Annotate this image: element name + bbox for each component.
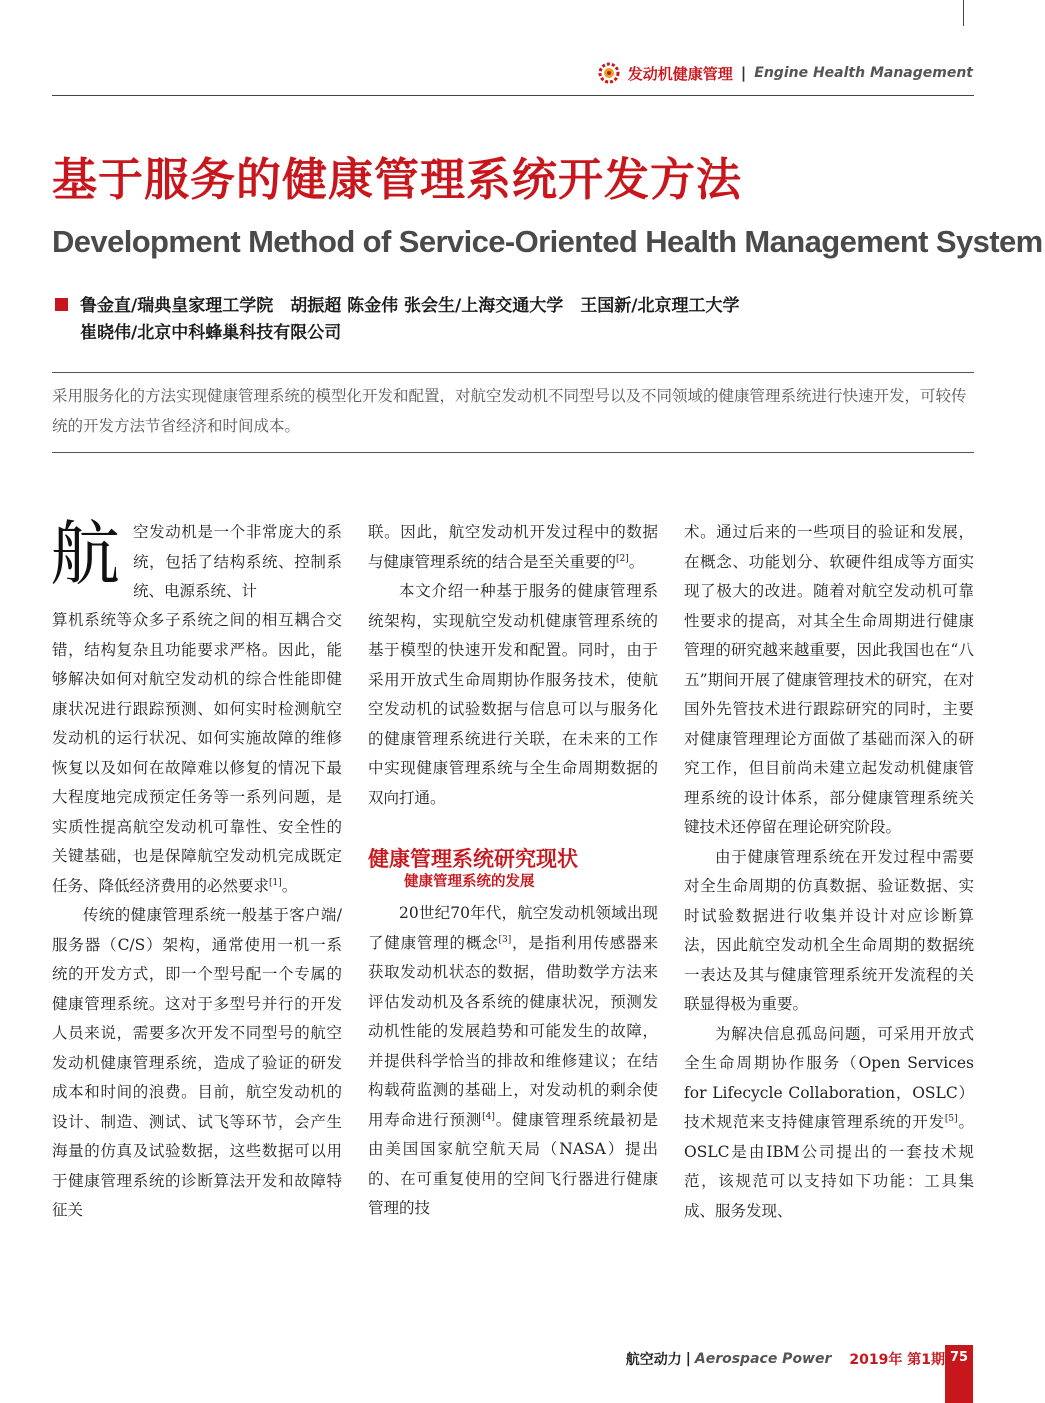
journal-name-cn: 航空动力 (625, 1352, 682, 1368)
subsection-heading: 健康管理系统的发展 (404, 874, 535, 890)
section-separator: | (740, 64, 747, 82)
section-heading: 健康管理系统研究现状 (368, 847, 578, 871)
drop-cap: 航 (50, 513, 120, 595)
paragraph: 联。因此，航空发动机开发过程中的数据与健康管理系统的结合是至关重要的[2]。 (368, 523, 658, 571)
abstract-rule-top (52, 372, 974, 373)
journal-name-en: Aerospace Power (694, 1351, 832, 1367)
column-1-lead: 空发动机是一个非常庞大的系统，包括了结构系统、控制系统、电源系统、计 (133, 523, 342, 600)
header-rule (52, 95, 974, 96)
abstract: 采用服务化的方法实现健康管理系统的模型化开发和配置，对航空发动机不同型号以及不同领域的健康管理系统进行快速开发，可较传统的开发方法节省经济和时间成本。 (52, 387, 967, 435)
column-1 (52, 606, 342, 1226)
header-top-rule (963, 0, 964, 26)
paragraph: 由于健康管理系统在开发过程中需要对全生命周期的仿真数据、验证数据、实时试验数据进行收集并设计对应诊断算法，因此航空发动机全生命周期的数据统一表达及其与健康管理系统开发流程的关联显得极为重要。 (684, 847, 974, 1013)
citation-ref: [3] (498, 934, 512, 945)
gear-icon (598, 62, 620, 84)
article-title-en: Development Method of Service-Oriented Health Management System (52, 224, 1043, 259)
citation-ref: [5] (944, 1113, 958, 1124)
column-2 (368, 518, 658, 1224)
paragraph: 术。通过后来的一些项目的验证和发展，在概念、功能划分、软硬件组成等方面实现了极大的改进。随着对航空发动机可靠性要求的提高，对其全生命周期进行健康管理的研究越来越重要，因此我国也在“八五”期间开展了健康管理技术的研究，在对国外先管技术进行跟踪研究的同时，主要对健康管理理论方面做了基础而深入的研究工作，但目前尚未建立起发动机健康管理系统的设计体系，部分健康管理系统关键技术还停留在理论研究阶段。 (684, 523, 974, 836)
citation-ref: [1] (269, 877, 282, 888)
article-title-cn: 基于服务的健康管理系统开发方法 (52, 153, 743, 206)
paragraph: 传统的健康管理系统一般基于客户端/服务器（C/S）架构，通常使用一机一系统的开发方式，即一个型号配一个专属的健康管理系统。这对于多型号并行的开发人员来说，需要多次开发不同型号的航空发动机健康管理系统，造成了验证的研发成本和时间的浪费。目前，航空发动机的设计、制造、测试、试飞等环节，会产生海量的仿真及试验数据，这些数据可以用于健康管理系统的诊断算法开发和故障特征关 (52, 906, 342, 1219)
author-line-2: 崔晓伟/北京中科蜂巢科技有限公司 (80, 323, 342, 343)
paragraph: 20世纪70年代，航空发动机领域出现了健康管理的概念[3]，是指利用传感器来获取发动机状态的数据，借助数学方法来评估发动机及各系统的健康状况，预测发动机性能的发展趋势和可能发生的故障，并提供科学恰当的排故和维修建议；在结构载荷监测的基础上，对发动机的剩余使用寿命进行预测[4]。健康管理系统最初是由美国国家航空航天局（NASA）提出的、在可重复使用的空间飞行器进行健康管理的技 (368, 904, 658, 1217)
page-number: 75 (949, 1350, 969, 1365)
column-3 (684, 518, 974, 1226)
section-name-en: Engine Health Management (754, 65, 973, 81)
citation-ref: [4] (482, 1111, 495, 1122)
author-line-1: 鲁金直/瑞典皇家理工学院 胡振超 陈金伟 张会生/上海交通大学 王国新/北京理工大学 (55, 293, 975, 320)
issue-label: 2019年 第1期 (849, 1352, 945, 1368)
abstract-rule-bottom (52, 452, 974, 453)
paragraph: 算机系统等众多子系统之间的相互耦合交错，结构复杂且功能要求严格。因此，能够解决如何对航空发动机的综合性能即健康状况进行跟踪预测、如何实时检测航空发动机的运行状况、如何实施故障的维修恢复以及如何在故障难以修复的情况下最大程度地完成预定任务等一系列问题，是实质性提高航空发动机可靠性、安全性的关键基础，也是保障航空发动机完成既定任务、降低经济费用的必然要求[1]。 (52, 611, 342, 895)
square-bullet-icon (55, 298, 68, 311)
paragraph: 为解决信息孤岛问题，可采用开放式全生命周期协作服务（Open Services for Lifecycle Collaboration，OSLC）技术规范来支持健康管理系统的开发[5]。OSLC是由IBM公司提出的一套技术规范，该规范可以支持如下功能：工具集成、服务发现、 (684, 1024, 974, 1220)
author-list (55, 293, 975, 347)
citation-ref: [2] (616, 553, 629, 564)
footer (626, 1348, 945, 1370)
section-tag (598, 60, 973, 86)
paragraph: 本文介绍一种基于服务的健康管理系统架构，实现航空发动机健康管理系统的基于模型的快速开发和配置。同时，由于采用开放式生命周期协作服务技术，使航空发动机的试验数据与信息可以与服务化的健康管理系统进行关联，在未来的工作中实现健康管理系统与全生命周期数据的双向打通。 (368, 582, 658, 807)
section-name-cn: 发动机健康管理 (627, 64, 733, 83)
footer-separator: | (685, 1351, 691, 1367)
